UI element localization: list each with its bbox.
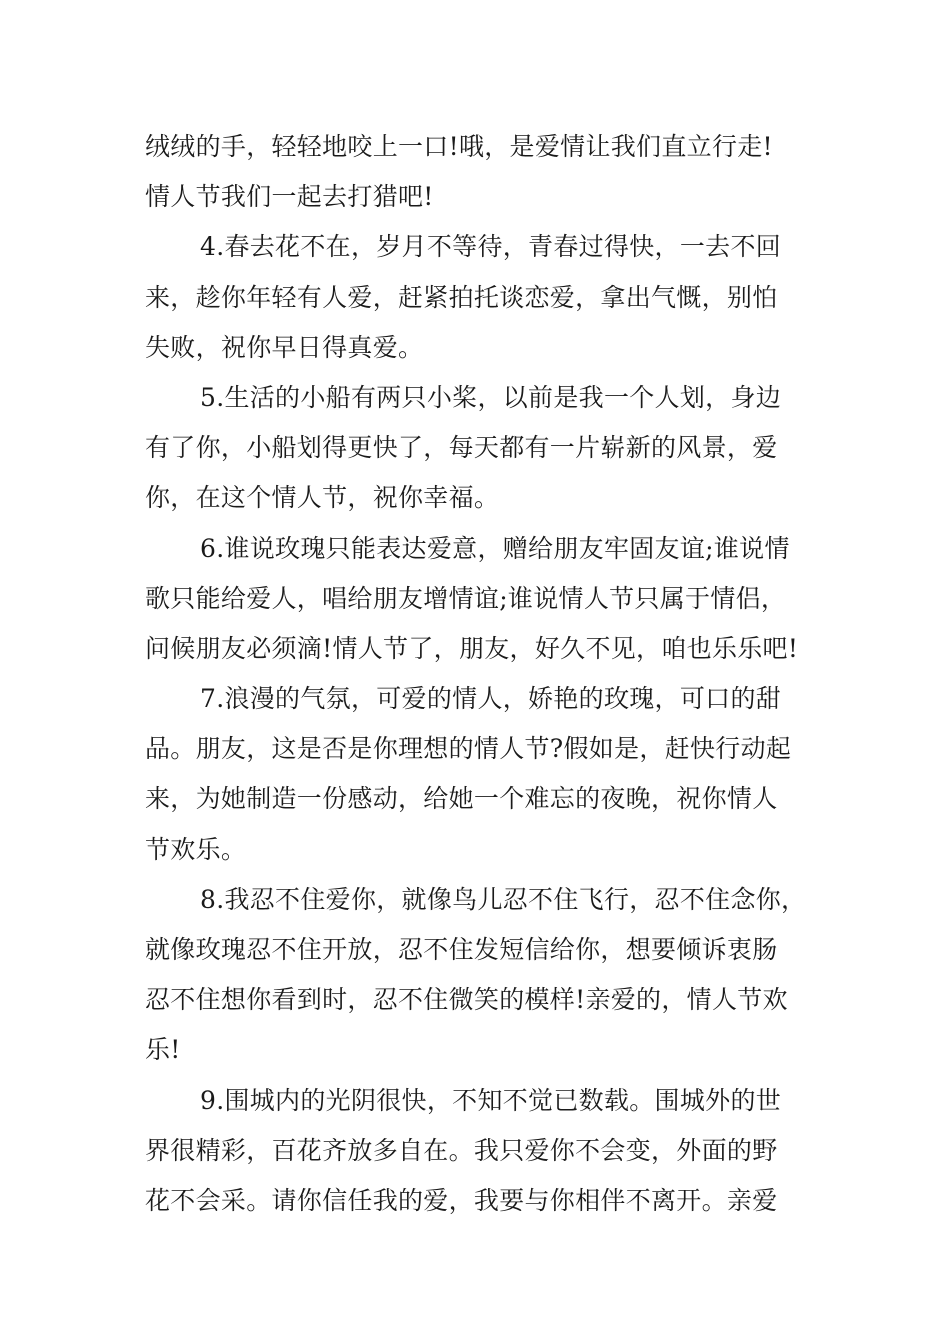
paragraph-start-line: 9.围城内的光阴很快，不知不觉已数载。围城外的世 (200, 1085, 782, 1115)
text-line: 忍不住想你看到时，忍不住微笑的模样!亲爱的，情人节欢 (145, 985, 788, 1015)
text-line: 就像玫瑰忍不住开放，忍不住发短信给你，想要倾诉衷肠 (145, 935, 778, 964)
paragraph-start-line: 8.我忍不住爱你，就像鸟儿忍不住飞行，忍不住念你， (200, 884, 807, 914)
text-line: 有了你，小船划得更快了，每天都有一片崭新的风景，爱 (145, 433, 778, 463)
text-line: 界很精彩，百花齐放多自在。我只爱你不会变，外面的野 (145, 1135, 778, 1165)
paragraph-start-line: 6.谁说玫瑰只能表达爱意，赠给朋友牢固友谊;谁说情 (200, 533, 790, 563)
paragraph-start-line: 5.生活的小船有两只小桨，以前是我一个人划，身边 (200, 382, 782, 412)
text-line: 来，趁你年轻有人爱，赶紧拍托谈恋爱，拿出气慨，别怕 (145, 282, 778, 312)
text-line: 问候朋友必须滴!情人节了，朋友，好久不见，咱也乐乐吧! (145, 633, 799, 663)
text-line: 来，为她制造一份感动，给她一个难忘的夜晚，祝你情人 (145, 784, 778, 814)
text-line: 情人节我们一起去打猎吧! (145, 182, 434, 212)
text-line: 乐! (145, 1035, 181, 1065)
paragraph-start-line: 7.浪漫的气氛，可爱的情人，娇艳的玫瑰，可口的甜 (200, 684, 782, 714)
text-line: 你，在这个情人节，祝你幸福。 (145, 483, 500, 513)
body-text (145, 122, 825, 1226)
paragraph-start-line: 4.春去花不在，岁月不等待，青春过得快，一去不回 (200, 232, 782, 262)
text-line: 节欢乐。 (145, 834, 247, 864)
text-line: 花不会采。请你信任我的爱，我要与你相伴不离开。亲爱 (145, 1185, 778, 1215)
text-line: 品。朋友，这是否是你理想的情人节?假如是，赶快行动起 (145, 734, 792, 764)
text-line: 失败，祝你早日得真爱。 (145, 332, 424, 362)
text-line: 绒绒的手，轻轻地咬上一口!哦，是爱情让我们直立行走! (145, 132, 773, 161)
text-line: 歌只能给爱人，唱给朋友增情谊;谁说情人节只属于情侣， (145, 583, 787, 613)
